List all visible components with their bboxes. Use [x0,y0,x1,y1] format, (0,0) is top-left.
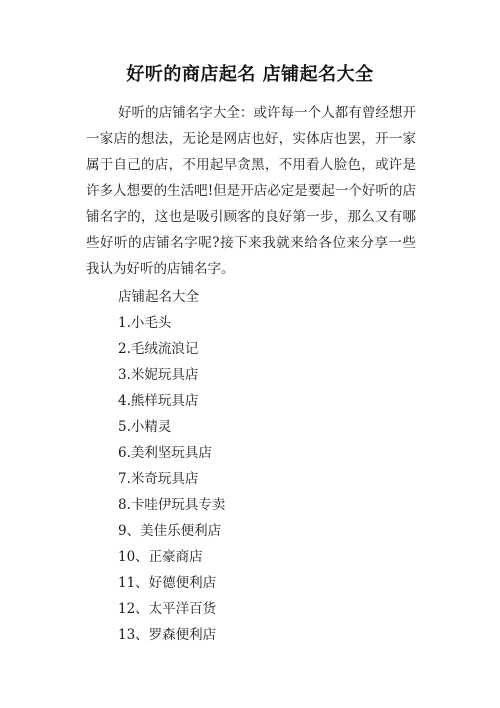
list-item: 4.熊样玩具店 [118,393,199,409]
store-name-list [118,284,418,648]
list-item: 2.毛绒流浪记 [118,341,199,357]
list-item: 7.米奇玩具店 [118,471,199,487]
list-item: 1.小毛头 [118,315,172,331]
intro-paragraph: 好听的店铺名字大全：或许每一个人都有曾经想开一家店的想法，无论是网店也好，实体店也罢，开一家属于自己的店，不用起早贪黑，不用看人脸色，或许是许多人想要的生活吧!但是开店必定是要起一个好听的店铺名字的，这也是吸引顾客的良好第一步，那么又有哪些好听的店铺名字呢?接下来我就来给各位来分享一些我认为好听的店铺名字。 [86,105,416,277]
list-heading: 店铺起名大全 [118,289,199,305]
list-item: 11、好德便利店 [118,575,217,591]
list-item: 6.美利坚玩具店 [118,445,212,461]
document-title: 好听的商店起名 店铺起名大全 [126,64,374,85]
list-item: 8.卡哇伊玩具专卖 [118,497,226,513]
list-item: 3.米妮玩具店 [118,367,199,383]
list-item: 10、正豪商店 [118,549,203,565]
list-item: 9、美佳乐便利店 [118,523,222,539]
list-item: 13、罗森便利店 [118,627,217,643]
list-item: 5.小精灵 [118,419,172,435]
list-item: 12、太平洋百货 [118,601,217,617]
